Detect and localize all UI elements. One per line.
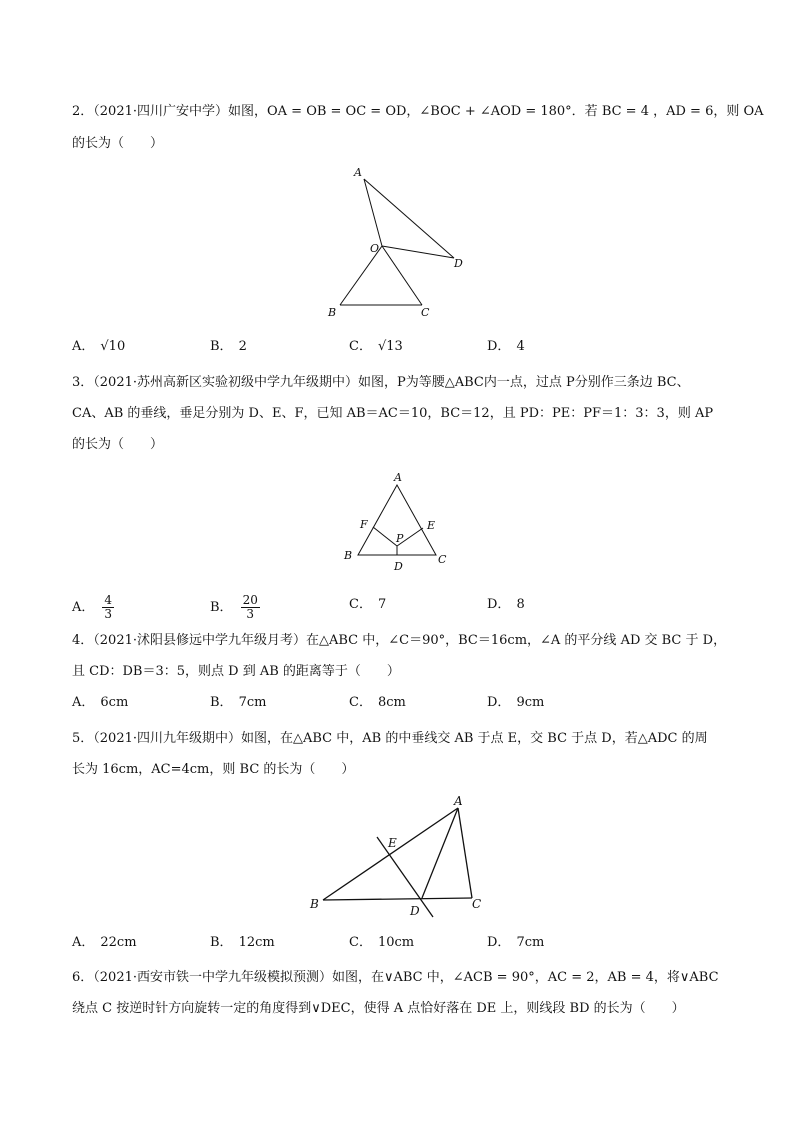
option-label: A． xyxy=(72,600,95,615)
q2-text-line-2: 的长为（ ） xyxy=(72,136,164,151)
option-label: B． xyxy=(210,695,233,710)
q5-option-a[interactable] xyxy=(72,932,137,954)
q5-label-D: D xyxy=(410,904,420,918)
option-label: D． xyxy=(487,597,511,612)
q3-options xyxy=(72,593,727,621)
q5-options xyxy=(72,932,727,954)
q3-label-D: D xyxy=(394,560,403,573)
q3-option-b[interactable] xyxy=(210,594,260,621)
q4-option-c[interactable] xyxy=(349,692,406,714)
q4-text-line-2: 且 CD：DB＝3：5，则点 D 到 AB 的距离等于（ ） xyxy=(72,664,400,679)
option-value: 8 xyxy=(516,597,525,612)
q3-text-line-3: 的长为（ ） xyxy=(72,437,164,452)
option-value: 12cm xyxy=(238,935,275,950)
q4-option-a[interactable] xyxy=(72,692,128,714)
q5-option-b[interactable] xyxy=(210,932,275,954)
option-value: 4 xyxy=(516,339,525,354)
q2-figure xyxy=(320,160,480,325)
option-label: C． xyxy=(349,339,372,354)
option-label: A． xyxy=(72,339,95,354)
q5-text-line-2: 长为 16cm，AC=4cm，则 BC 的长为（ ） xyxy=(72,762,355,777)
option-label: A． xyxy=(72,935,95,950)
option-label: C． xyxy=(349,935,372,950)
q3-label-P: P xyxy=(396,532,404,545)
q3-label-C: C xyxy=(438,553,447,566)
q5-label-E: E xyxy=(388,836,397,850)
q5-option-d[interactable] xyxy=(487,932,544,954)
q5-label-A: A xyxy=(454,794,463,808)
q2-label-B: B xyxy=(328,306,337,319)
q3-text-line-1: 3．（2021·苏州高新区实验初级中学九年级期中）如图，P为等腰△ABC内一点，过点 P分别作三条边 BC、 xyxy=(72,375,690,390)
option-value: √13 xyxy=(377,339,403,354)
option-value: 22cm xyxy=(100,935,137,950)
option-value: 6cm xyxy=(100,695,129,710)
option-value: 10cm xyxy=(377,935,415,950)
option-value: 2 xyxy=(238,339,247,354)
fraction-denominator: 3 xyxy=(246,607,255,621)
option-label: C． xyxy=(349,695,372,710)
option-label: D． xyxy=(487,695,511,710)
q3-label-E: E xyxy=(427,519,436,532)
q2-text-line-1: 2．（2021·四川广安中学）如图，OA = OB = OC = OD，∠BOC + ∠AOD = 180°．若 BC = 4 ，AD = 6，则 OA xyxy=(72,104,764,119)
fraction-numerator: 20 xyxy=(242,593,258,607)
q2-option-d[interactable] xyxy=(487,336,525,358)
q2-figure-lines xyxy=(340,179,454,305)
fraction-numerator: 4 xyxy=(104,593,113,607)
q6-text-line-2: 绕点 C 按逆时针方向旋转一定的角度得到∨DEC，使得 A 点恰好落在 DE 上，则线段 BD 的长为（ ） xyxy=(72,1001,685,1016)
q5-text-line-1: 5．（2021·四川九年级期中）如图，在△ABC 中，AB 的中垂线交 AB 于点 E，交 BC 于点 D，若△ADC 的周 xyxy=(72,731,708,746)
q5-figure-lines xyxy=(323,808,472,917)
option-value: √10 xyxy=(100,339,126,354)
q3-label-B: B xyxy=(344,549,353,562)
q3-option-a[interactable] xyxy=(72,594,114,621)
q3-figure xyxy=(338,466,458,576)
q4-text-line-1: 4．（2021·沭阳县修远中学九年级月考）在△ABC 中，∠C＝90°，BC＝16cm，∠A 的平分线 AD 交 BC 于 D， xyxy=(72,633,727,648)
q3-option-d[interactable] xyxy=(487,594,525,616)
q5-label-C: C xyxy=(472,897,482,911)
fraction xyxy=(241,594,260,621)
option-label: C． xyxy=(349,597,372,612)
q4-option-d[interactable] xyxy=(487,692,544,714)
option-value: 9cm xyxy=(516,695,545,710)
q4-option-b[interactable] xyxy=(210,692,266,714)
q3-option-c[interactable] xyxy=(349,594,386,616)
option-label: B． xyxy=(210,339,233,354)
q5-label-B: B xyxy=(310,897,319,911)
option-label: B． xyxy=(210,600,233,615)
option-label: D． xyxy=(487,339,511,354)
fraction-denominator: 3 xyxy=(104,607,113,621)
q2-label-C: C xyxy=(421,306,430,319)
option-label: A． xyxy=(72,695,95,710)
option-value: 7cm xyxy=(516,935,545,950)
q2-option-a[interactable] xyxy=(72,336,125,358)
q5-figure xyxy=(300,787,500,927)
option-label: D． xyxy=(487,935,511,950)
q2-option-c[interactable] xyxy=(349,336,403,358)
q5-option-c[interactable] xyxy=(349,932,414,954)
q6-text-line-1: 6．（2021·西安市铁一中学九年级模拟预测）如图，在∨ABC 中，∠ACB = 90°，AC = 2，AB = 4，将∨ABC xyxy=(72,970,719,985)
q2-label-A: A xyxy=(354,166,362,179)
q4-options xyxy=(72,692,727,714)
option-value: 8cm xyxy=(377,695,406,710)
q2-label-O: O xyxy=(370,242,380,255)
q2-options xyxy=(72,336,727,358)
fraction xyxy=(102,594,114,621)
option-value: 7 xyxy=(377,597,387,612)
q3-label-A: A xyxy=(394,471,402,484)
option-value: 7cm xyxy=(238,695,267,710)
option-label: B． xyxy=(210,935,233,950)
q3-label-F: F xyxy=(360,518,368,531)
q2-label-D: D xyxy=(454,257,463,270)
q3-text-line-2: CA、AB 的垂线，垂足分别为 D、E、F，已知 AB＝AC＝10，BC＝12，且 PD：PE：PF＝1：3：3，则 AP xyxy=(72,406,714,421)
q2-option-b[interactable] xyxy=(210,336,247,358)
